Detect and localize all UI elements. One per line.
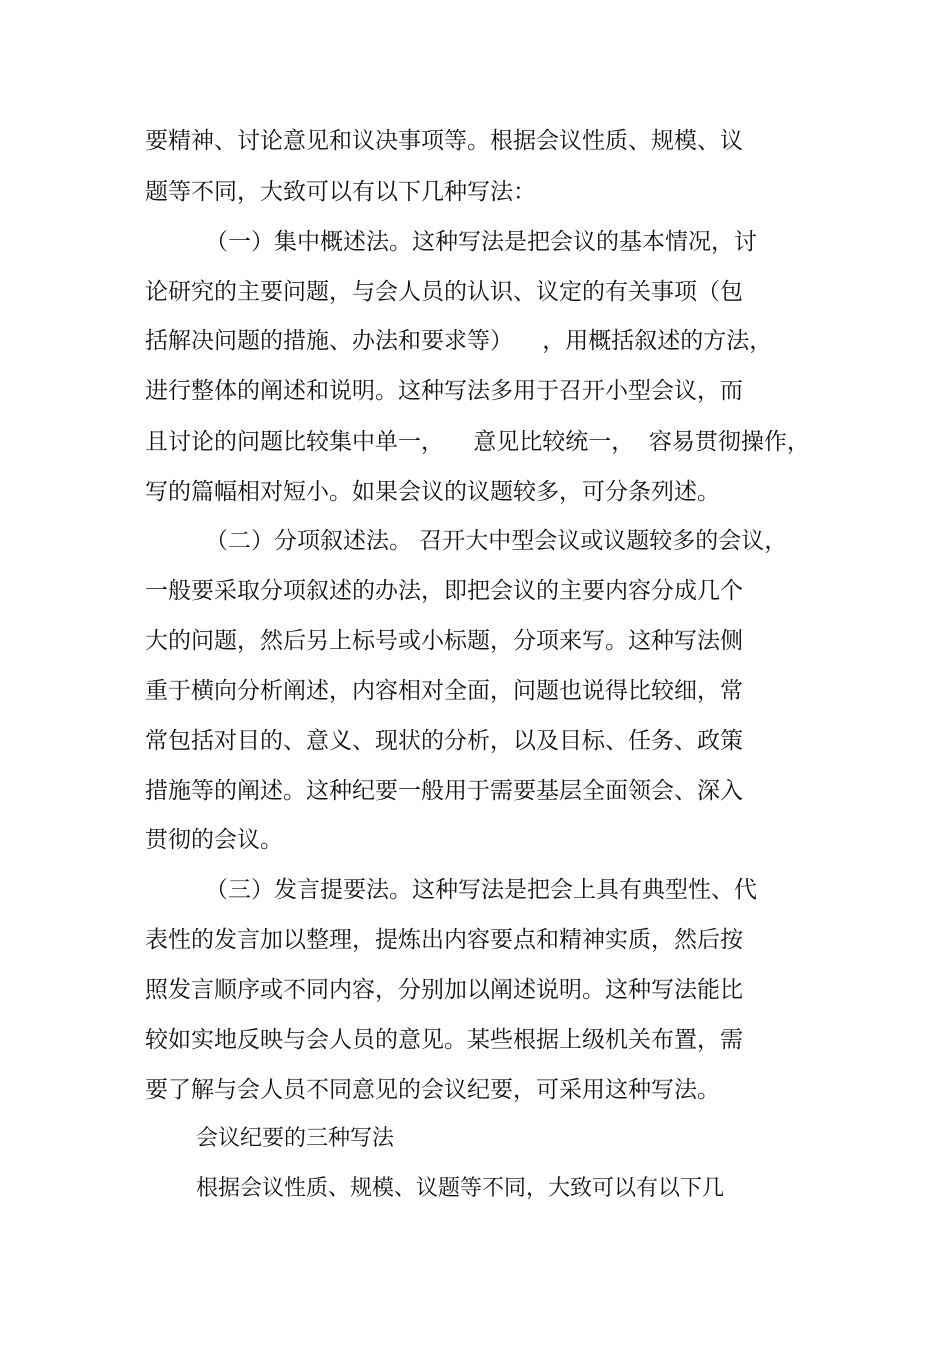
text-line-20: 要了解与会人员不同意见的会议纪要，可采用这种写法。 bbox=[145, 1077, 720, 1103]
text-line-1: 要精神、讨论意见和议决事项等。根据会议性质、规模、议 bbox=[145, 128, 743, 154]
text-line-12: 重于横向分析阐述，内容相对全面，问题也说得比较细，常 bbox=[145, 678, 743, 704]
text-line-8: 写的篇幅相对短小。如果会议的议题较多，可分条列述。 bbox=[145, 479, 720, 505]
text-line-11: 大的问题，然后另上标号或小标题，分项来写。这种写法侧 bbox=[145, 628, 743, 654]
text-line-15: 贯彻的会议。 bbox=[145, 827, 283, 853]
text-line-5: 括解决问题的措施、办法和要求等） ，用概括叙述的方法， bbox=[145, 328, 773, 354]
text-line-19: 较如实地反映与会人员的意见。某些根据上级机关布置，需 bbox=[145, 1027, 743, 1053]
text-line-13: 常包括对目的、意义、现状的分析，以及目标、任务、政策 bbox=[145, 728, 743, 754]
text-line-17: 表性的发言加以整理，提炼出内容要点和精神实质，然后按 bbox=[145, 927, 743, 953]
text-line-22: 根据会议性质、规模、议题等不同，大致可以有以下几 bbox=[196, 1176, 725, 1201]
section-heading: 会议纪要的三种写法 bbox=[196, 1126, 395, 1151]
text-line-7: 且讨论的问题比较集中单一， 意见比较统一， 容易贯彻操作， bbox=[145, 429, 810, 455]
text-line-10: 一般要采取分项叙述的办法，即把会议的主要内容分成几个 bbox=[145, 578, 743, 604]
text-line-18: 照发言顺序或不同内容，分别加以阐述说明。这种写法能比 bbox=[145, 977, 743, 1003]
paragraph-1-start: （一）集中概述法。这种写法是把会议的基本情况，讨 bbox=[205, 229, 757, 255]
paragraph-2-start: （二）分项叙述法。 召开大中型会议或议题较多的会议， bbox=[205, 528, 788, 554]
text-line-14: 措施等的阐述。这种纪要一般用于需要基层全面领会、深入 bbox=[145, 778, 743, 804]
text-line-2: 题等不同，大致可以有以下几种写法： bbox=[145, 179, 536, 205]
text-line-4: 论研究的主要问题，与会人员的认识、议定的有关事项（包 bbox=[145, 279, 743, 305]
text-line-6: 进行整体的阐述和说明。这种写法多用于召开小型会议，而 bbox=[145, 378, 743, 404]
paragraph-3-start: （三）发言提要法。这种写法是把会上具有典型性、代 bbox=[205, 877, 757, 903]
